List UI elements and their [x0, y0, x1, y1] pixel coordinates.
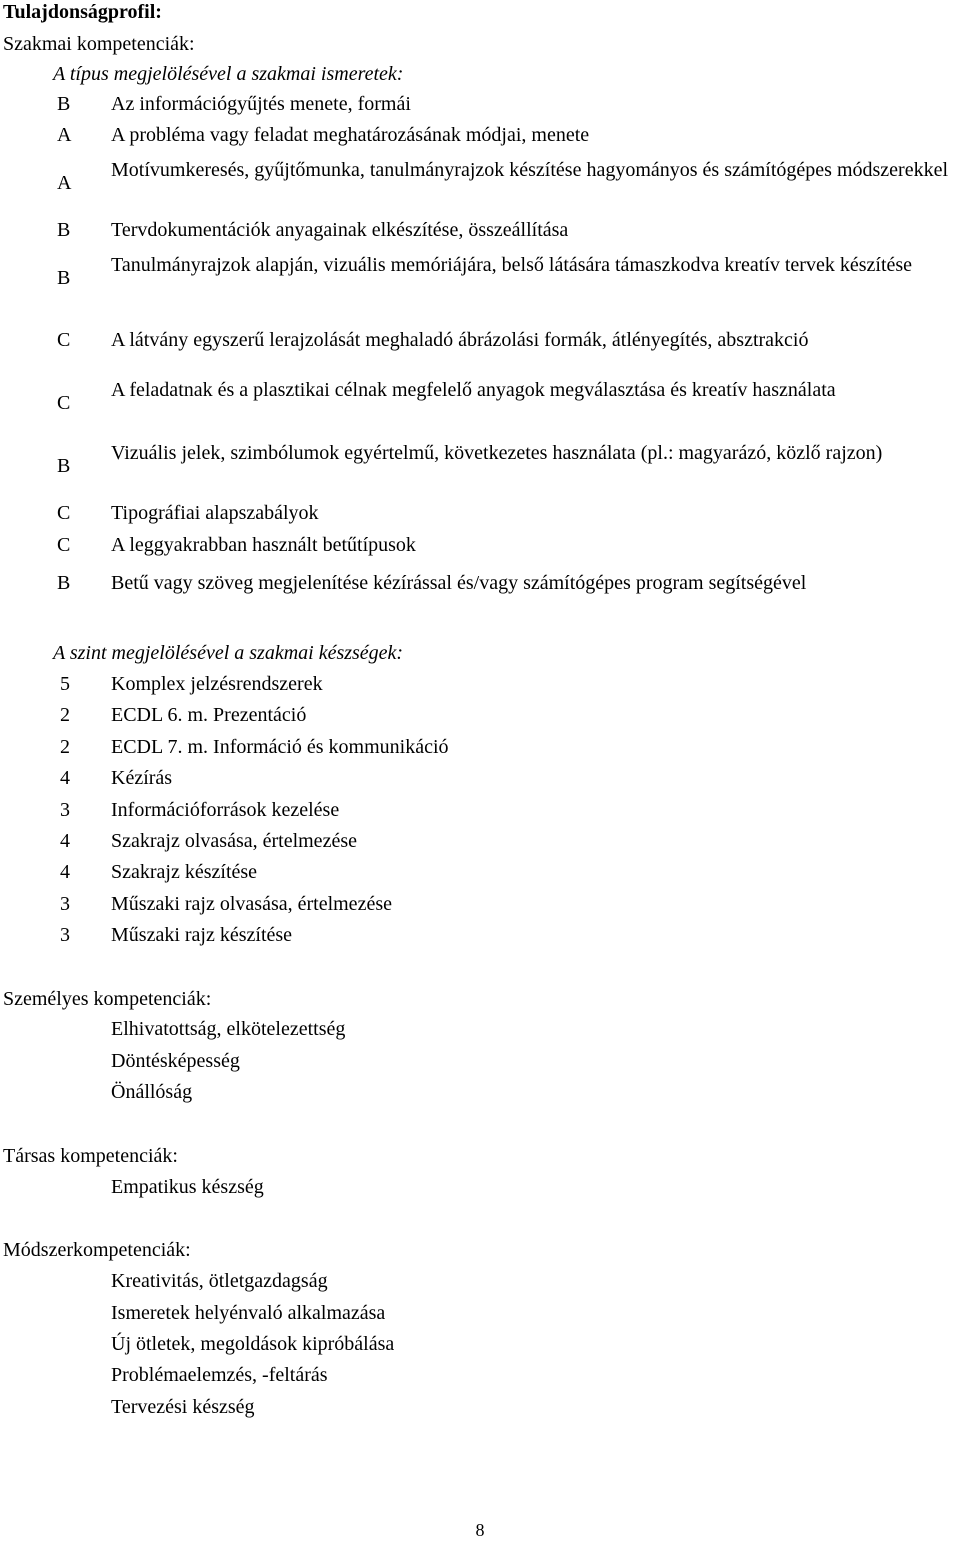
- skill-text: ECDL 6. m. Prezentáció: [111, 704, 307, 726]
- knowledge-text: A leggyakrabban használt betűtípusok: [111, 534, 416, 556]
- knowledge-text: A feladatnak és a plasztikai célnak megfelelő anyagok megválasztása és kreatív használata: [111, 379, 836, 401]
- list-item: Tervezési készség: [111, 1396, 255, 1418]
- method-heading: Módszerkompetenciák:: [3, 1239, 191, 1261]
- knowledge-type-code: B: [57, 572, 71, 594]
- list-item: Új ötletek, megoldások kipróbálása: [111, 1333, 395, 1355]
- page-number: 8: [475, 1520, 485, 1540]
- list-item: Döntésképesség: [111, 1050, 240, 1072]
- knowledge-type-code: B: [57, 219, 71, 241]
- skill-level: 4: [60, 830, 70, 852]
- skill-text: Szakrajz készítése: [111, 861, 258, 883]
- knowledge-type-code: A: [57, 124, 72, 146]
- list-item: Problémaelemzés, -feltárás: [111, 1364, 328, 1386]
- knowledge-type-code: C: [57, 502, 71, 524]
- skill-level: 2: [60, 704, 70, 726]
- knowledge-text: A látvány egyszerű lerajzolását meghaladó ábrázolási formák, átlényegítés, absztrakció: [111, 329, 809, 351]
- skill-level: 5: [60, 673, 70, 695]
- page-title: Tulajdonságprofil:: [3, 1, 162, 23]
- skill-level: 4: [60, 861, 70, 883]
- skill-text: Komplex jelzésrendszerek: [111, 673, 323, 695]
- knowledge-type-code: C: [57, 392, 71, 414]
- list-item: Ismeretek helyénvaló alkalmazása: [111, 1302, 386, 1324]
- knowledge-heading: A típus megjelölésével a szakmai ismeretek:: [53, 63, 404, 85]
- knowledge-text: Tanulmányrajzok alapján, vizuális memóriájára, belső látására támaszkodva kreatív tervek készítése: [111, 254, 913, 276]
- knowledge-text: Az információgyűjtés menete, formái: [111, 93, 411, 115]
- skill-text: Műszaki rajz olvasása, értelmezése: [111, 893, 392, 915]
- knowledge-text: Tipográfiai alapszabályok: [111, 502, 319, 524]
- social-heading: Társas kompetenciák:: [3, 1145, 178, 1167]
- knowledge-type-code: C: [57, 329, 71, 351]
- knowledge-text: Tervdokumentációk anyagainak elkészítése, összeállítása: [111, 219, 569, 241]
- skill-text: Információforrások kezelése: [111, 799, 340, 821]
- knowledge-type-code: B: [57, 267, 71, 289]
- knowledge-type-code: B: [57, 455, 71, 477]
- skill-level: 4: [60, 767, 70, 789]
- skill-text: Műszaki rajz készítése: [111, 924, 293, 946]
- skill-level: 3: [60, 893, 70, 915]
- skill-text: Kézírás: [111, 767, 173, 789]
- knowledge-type-code: A: [57, 172, 72, 194]
- list-item: Elhivatottság, elkötelezettség: [111, 1018, 346, 1040]
- skill-text: Szakrajz olvasása, értelmezése: [111, 830, 357, 852]
- knowledge-text: A probléma vagy feladat meghatározásának módjai, menete: [111, 124, 590, 146]
- knowledge-text: Betű vagy szöveg megjelenítése kézírással és/vagy számítógépes program segítségével: [111, 572, 807, 594]
- list-item: Kreativitás, ötletgazdagság: [111, 1270, 328, 1292]
- knowledge-text: Motívumkeresés, gyűjtőmunka, tanulmányrajzok készítése hagyományos és számítógépes módszerekkel: [111, 159, 949, 181]
- skills-heading: A szint megjelölésével a szakmai készségek:: [53, 642, 404, 664]
- professional-heading: Szakmai kompetenciák:: [3, 33, 195, 55]
- skill-level: 3: [60, 924, 70, 946]
- list-item: Önállóság: [111, 1081, 193, 1103]
- skill-level: 3: [60, 799, 70, 821]
- knowledge-type-code: C: [57, 534, 71, 556]
- knowledge-text: Vizuális jelek, szimbólumok egyértelmű, következetes használata (pl.: magyarázó, közlő rajzon): [111, 442, 883, 464]
- knowledge-type-code: B: [57, 93, 71, 115]
- skill-level: 2: [60, 736, 70, 758]
- list-item: Empatikus készség: [111, 1176, 264, 1198]
- personal-heading: Személyes kompetenciák:: [3, 988, 212, 1010]
- skill-text: ECDL 7. m. Információ és kommunikáció: [111, 736, 449, 758]
